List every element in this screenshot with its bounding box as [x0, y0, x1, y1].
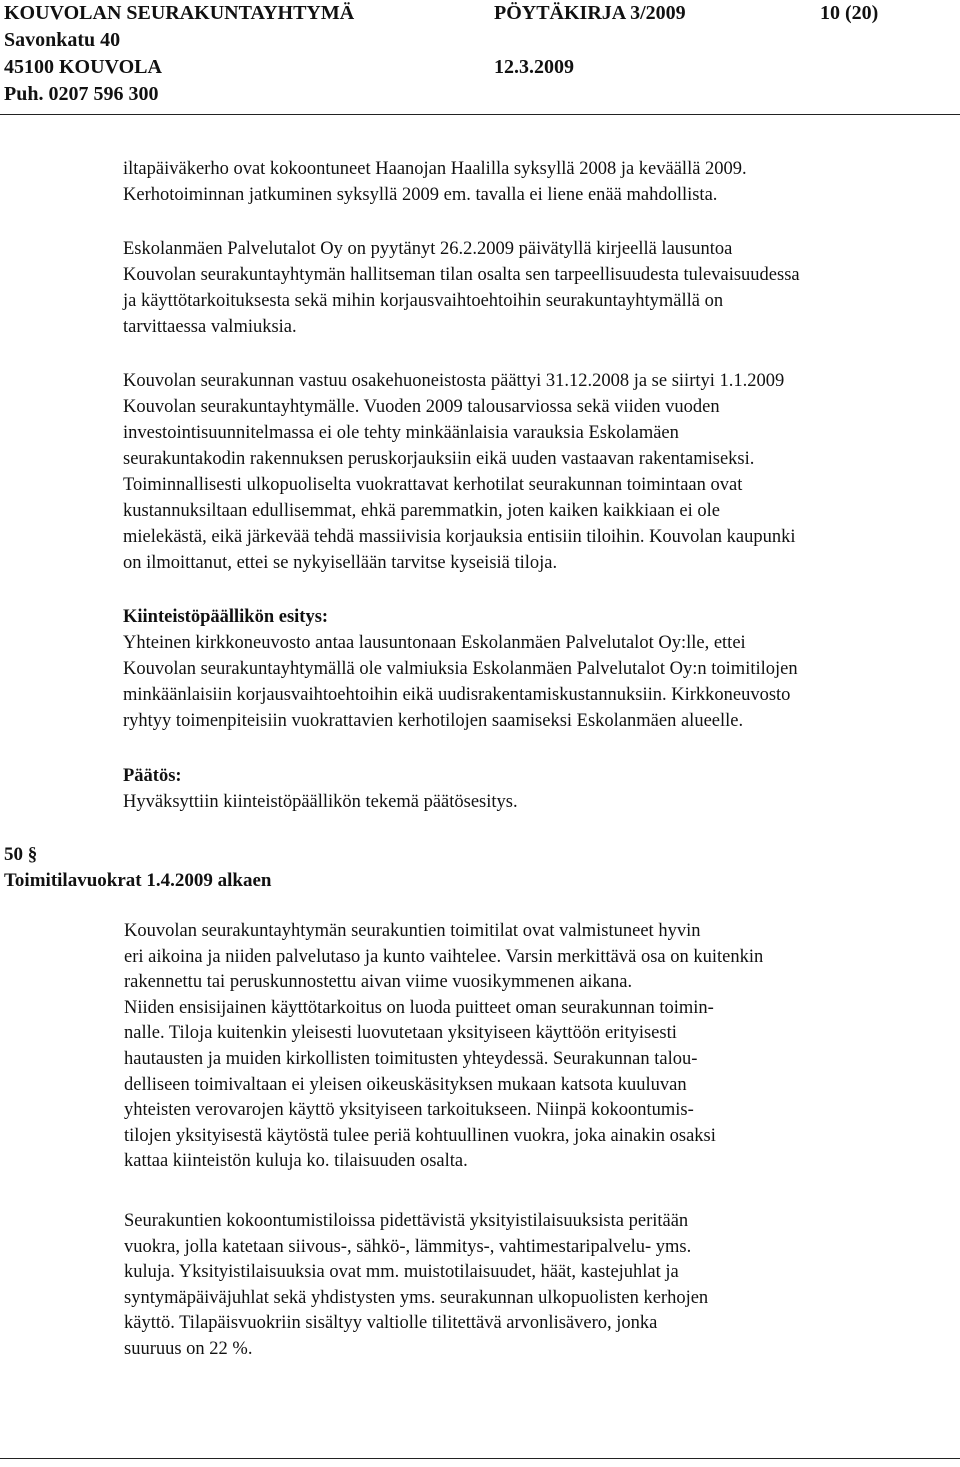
text-line: Kerhotoiminnan jatkuminen syksyllä 2009 em. tavalla ei liene enää mahdollista. [123, 185, 718, 205]
postal-address: 45100 KOUVOLA [4, 56, 162, 78]
section-number: 50 [4, 844, 23, 865]
text-line: mielekästä, eikä järkevää tehdä massiivisia korjauksia entisiin tiloihin. Kouvolan kaupunki [123, 527, 796, 547]
header-row-4 [0, 81, 960, 108]
text-line: ryhtyy toimenpiteisiin vuokrattavien kerhotilojen saamiseksi Eskolanmäen alueelle. [123, 711, 744, 731]
text-line: Kouvolan seurakuntayhtymän seurakuntien toimitilat ovat valmistuneet hyvin [124, 921, 701, 941]
section-number-line [4, 842, 271, 868]
text-line: Eskolanmäen Palvelutalot Oy on pyytänyt 26.2.2009 päivätyllä kirjeellä lausuntoa [123, 239, 733, 259]
paragraph-3 [123, 368, 958, 576]
document-title: PÖYTÄKIRJA 3/2009 [494, 2, 686, 24]
proposal-heading: Kiinteistöpäällikön esitys: [123, 607, 329, 627]
text-line: Niiden ensisijainen käyttötarkoitus on luoda puitteet oman seurakunnan toimin- [124, 997, 714, 1018]
text-line: delliseen toimivaltaan ei yleisen oikeuskäsityksen mukaan katsota kuuluvan [124, 1074, 687, 1095]
text-line: nalle. Tiloja kuitenkin yleisesti luovutetaan yksityiseen käyttöön erityisesti [124, 1023, 677, 1044]
text-line: kattaa kiinteistön kuluja ko. tilaisuuden osalta. [124, 1151, 468, 1172]
text-line: eri aikoina ja niiden palvelutaso ja kunto vaihtelee. Varsin merkittävä osa on kuitenkin [124, 946, 764, 967]
section-paragraph-1 [124, 919, 954, 1175]
section-symbol: § [27, 844, 38, 865]
paragraph-1 [123, 156, 958, 208]
text-line: tilojen yksityisestä käytöstä tulee periä kohtuullinen vuokra, joka ainakin osaksi [124, 1125, 716, 1146]
document-header [0, 0, 960, 108]
text-line: Seurakuntien kokoontumistiloissa pidettävistä yksityistilaisuuksista peritään [124, 1211, 689, 1231]
paragraph-2 [123, 236, 958, 340]
text-line: syntymäpäiväjuhlat sekä yhdistysten yms. seurakunnan ulkopuolisten kerhojen [124, 1287, 709, 1308]
text-line: Kouvolan seurakuntayhtymän hallitseman tilan osalta sen tarpeellisuudesta tulevaisuudessa [123, 265, 800, 285]
text-line: kuluja. Yksityistilaisuuksia ovat mm. muistotilaisuudet, häät, kastejuhlat ja [124, 1262, 679, 1283]
section-paragraph-2 [124, 1209, 954, 1363]
text-line: Yhteinen kirkkoneuvosto antaa lausuntonaan Eskolanmäen Palvelutalot Oy:lle, ettei [123, 633, 746, 653]
text-line: seurakuntakodin rakennuksen peruskorjauksiin eikä uuden vastaavan rakentamiseksi. [123, 449, 755, 469]
organization-name: KOUVOLAN SEURAKUNTAYHTYMÄ [4, 2, 355, 24]
text-line: vuokra, jolla katetaan siivous-, sähkö-, lämmitys-, vahtimestaripalvelu- yms. [124, 1236, 692, 1257]
section-heading [4, 842, 271, 894]
text-line: hautausten ja muiden kirkollisten toimitusten yhteydessä. Seurakunnan talou- [124, 1048, 698, 1069]
header-rule [0, 114, 960, 115]
text-line: Kouvolan seurakunnan vastuu osakehuoneistosta päättyi 31.12.2008 ja se siirtyi 1.1.2009 [123, 371, 785, 391]
text-line: Kouvolan seurakuntayhtymälle. Vuoden 2009 talousarviossa sekä viiden vuoden [123, 397, 720, 417]
header-row-2 [0, 27, 960, 54]
document-date: 12.3.2009 [494, 56, 574, 78]
footer-rule [0, 1458, 960, 1459]
text-line: iltapäiväkerho ovat kokoontuneet Haanojan Haalilla syksyllä 2008 ja keväällä 2009. [123, 159, 747, 179]
phone-number: Puh. 0207 596 300 [4, 83, 159, 105]
text-line: kustannuksiltaan edullisemmat, ehkä paremmatkin, joten kaiken kaikkiaan ei ole [123, 501, 720, 521]
text-line: yhteisten verovarojen käyttö yksityiseen tarkoitukseen. Niinpä kokoontumis- [124, 1100, 694, 1121]
text-line: minkäänlaisiin korjausvaihtoehtoihin eikä uudisrakentamiskustannuksiin. Kirkkoneuvosto [123, 685, 791, 705]
street-address: Savonkatu 40 [4, 29, 121, 51]
text-line: käyttö. Tilapäisvuokriin sisältyy valtiolle tilitettävä arvonlisävero, jonka [124, 1313, 658, 1334]
header-row-1 [0, 0, 960, 27]
text-line: on ilmoittanut, ettei se nykyisellään tarvitse kyseisiä tiloja. [123, 553, 558, 573]
text-line: ja käyttötarkoituksesta sekä mihin korjausvaihtoehtoihin seurakuntayhtymällä on [123, 291, 724, 311]
page-number: 10 (20) [820, 2, 879, 24]
text-line: investointisuunnitelmassa ei ole tehty minkäänlaisia varauksia Eskolamäen [123, 423, 679, 443]
text-line: suuruus on 22 %. [124, 1338, 253, 1359]
text-line: Toiminnallisesti ulkopuoliselta vuokrattavat kerhotilat seurakunnan toimintaan ovat [123, 475, 743, 495]
text-line: Kouvolan seurakuntayhtymällä ole valmiuksia Eskolanmäen Palvelutalot Oy:n toimitilojen [123, 659, 798, 679]
section-title: Toimitilavuokrat 1.4.2009 alkaen [4, 870, 272, 891]
proposal-block [123, 604, 958, 734]
text-line: tarvittaessa valmiuksia. [123, 317, 297, 337]
text-line: rakennettu tai peruskunnostettu aivan viime vuosikymmenen aikana. [124, 972, 633, 993]
decision-block [123, 763, 958, 815]
decision-text: Hyväksyttiin kiinteistöpäällikön tekemä päätösesitys. [123, 792, 518, 812]
decision-heading: Päätös: [123, 766, 182, 786]
header-row-3 [0, 54, 960, 81]
